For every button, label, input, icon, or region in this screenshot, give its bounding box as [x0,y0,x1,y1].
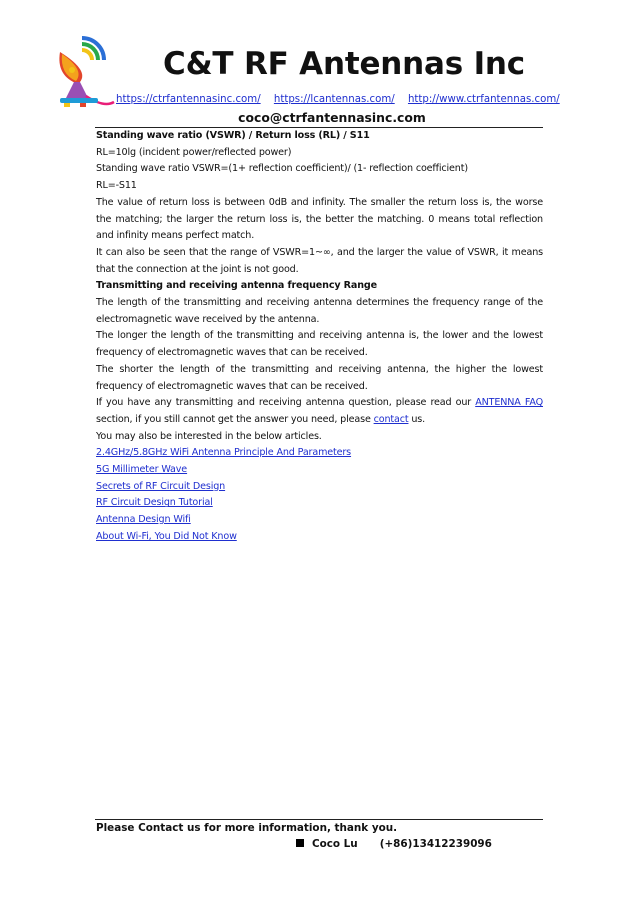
paragraph-return-loss: The value of return loss is between 0dB and infinity. The smaller the return loss is, the worse the matching; the larger the return loss is, the better the matching. 0 means total reflection and infinity means perfect match. [96,196,543,242]
antenna-faq-link[interactable]: ANTENNA FAQ [475,397,543,409]
contact-name: Coco Lu [312,838,358,850]
paragraph-shorter-antenna: The shorter the length of the transmitting and receiving antenna, the higher the lowest frequency of electromagnetic waves that can be received. [96,363,543,392]
faq-prefix: If you have any transmitting and receiving antenna question, please read our [96,397,476,409]
footer-message: Please Contact us for more information, thank you. [96,822,398,834]
article-list [96,445,543,545]
paragraph-interest: You may also be interested in the below articles. [96,430,322,442]
rl-s11: RL=-S11 [96,180,137,192]
faq-middle: section, if you still cannot get the answer you need, please [96,413,374,425]
faq-suffix: us. [408,413,426,425]
link-lcantennas[interactable]: https://lcantennas.com/ [273,94,395,105]
company-title: C&T RF Antennas Inc [163,46,525,82]
heading-vswr: Standing wave ratio (VSWR) / Return loss (RL) / S11 [96,130,370,141]
article-link-rf-secrets[interactable]: Secrets of RF Circuit Design [96,480,226,492]
paragraph-antenna-length: The length of the transmitting and receiving antenna determines the frequency range of the electromagnetic wave received by the antenna. [96,297,543,325]
article-link-rf-tutorial[interactable]: RF Circuit Design Tutorial [96,497,213,509]
link-ctrfantennasinc[interactable]: https://ctrfantennasinc.com/ [116,94,261,105]
contact-phone: (+86)13412239096 [379,838,492,850]
article-link-about-wifi[interactable]: About Wi-Fi, You Did Not Know [96,530,237,542]
link-ctrfantennas[interactable]: http://www.ctrfantennas.com/ [407,94,560,105]
bullet-square-icon [296,839,304,847]
paragraph-faq [96,395,543,428]
footer-contact [296,836,492,852]
header-email: coco@ctrfantennasinc.com [238,110,426,125]
header-links [116,93,560,107]
article-link-antenna-design-wifi[interactable]: Antenna Design Wifi [96,514,191,526]
paragraph-vswr-range: It can also be seen that the range of VSWR=1~∞, and the larger the value of VSWR, it means that the connection at the joint is not good. [96,246,543,275]
vswr-formula: Standing wave ratio VSWR=(1+ reflection coefficient)/ (1- reflection coefficient) [96,163,468,175]
contact-link[interactable]: contact [373,413,409,425]
rl-formula: RL=10lg (incident power/reflected power) [96,146,292,158]
main-content [96,128,543,546]
paragraph-longer-antenna: The longer the length of the transmitting and receiving antenna is, the lower and the lowest frequency of electromagnetic waves that can be received. [96,330,543,359]
heading-frequency-range: Transmitting and receiving antenna frequency Range [96,280,377,292]
article-link-wifi-antenna[interactable]: 2.4GHz/5.8GHz WiFi Antenna Principle And Parameters [96,447,352,459]
article-link-5g-mmwave[interactable]: 5G Millimeter Wave [96,464,188,476]
